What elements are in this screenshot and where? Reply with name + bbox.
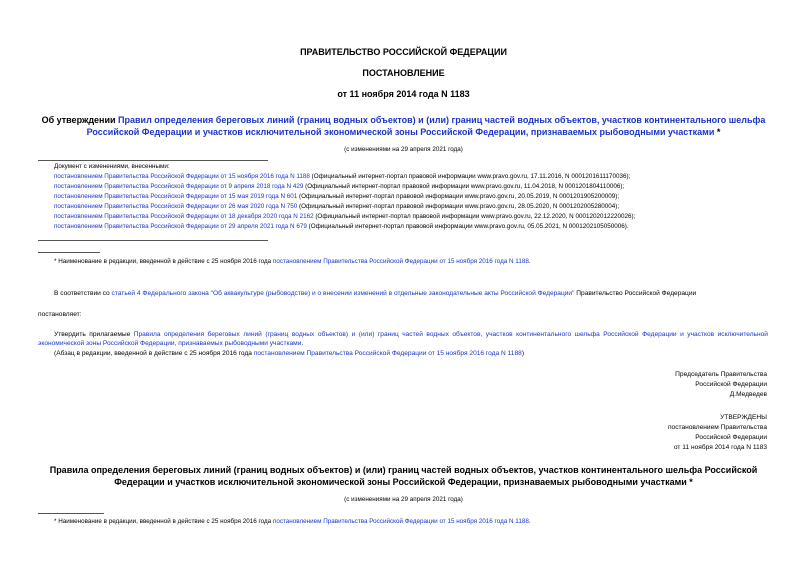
document-date-number: от 11 ноября 2014 года N 1183	[337, 89, 470, 99]
amendment-link[interactable]: постановлением Правительства Российской Федерации от 29 апреля 2021 года N 679	[54, 223, 307, 230]
footnote-suffix: .	[528, 258, 531, 265]
footnote-rule	[38, 252, 100, 253]
amendment-source: (Официальный интернет-портал правовой информации www.pravo.gov.ru, 17.11.2016, N 0001201611170036);	[309, 173, 631, 180]
amendment-link[interactable]: постановлением Правительства Российской Федерации от 18 декабря 2020 года N 2162	[54, 213, 314, 220]
amendment-item	[54, 192, 635, 202]
amendment-item	[54, 222, 635, 232]
amendments-block	[54, 162, 635, 232]
approved-date: от 11 ноября 2014 года N 1183	[673, 444, 767, 451]
document-title	[0, 114, 807, 138]
document-type: ПОСТАНОВЛЕНИЕ	[362, 68, 445, 78]
approved-by: постановлением Правительства	[667, 424, 767, 431]
paragraph-note-text: (Абзац в редакции, введенной в действие с 25 ноября 2016 года	[54, 350, 254, 357]
approve-suffix: .	[301, 340, 304, 347]
approved-heading: УТВЕРЖДЕНЫ	[720, 414, 767, 421]
approved-country: Российской Федерации	[695, 434, 767, 441]
amendment-source: (Официальный интернет-портал правовой информации www.pravo.gov.ru, 28.05.2020, N 0001202005280004);	[297, 203, 620, 210]
law-link[interactable]: статьей 4 Федерального закона "Об аквакультуре (рыбоводстве) и о внесении изменений в отдельные законодательные акты Российской Федерации"	[111, 290, 575, 297]
signature-name: Д.Медведев	[729, 391, 767, 398]
signature-country: Российской Федерации	[695, 381, 767, 388]
footnote-rule-2	[38, 513, 104, 514]
signature-position: Председатель Правительства	[675, 371, 767, 378]
divider-bottom	[38, 240, 268, 241]
footnote-2-text: * Наименование в редакции, введенной в действие с 25 ноября 2016 года	[54, 518, 273, 525]
amendment-link[interactable]: постановлением Правительства Российской Федерации от 15 мая 2019 года N 601	[54, 193, 298, 200]
footnote-link[interactable]: постановлением Правительства Российской Федерации от 15 ноября 2016 года N 1188	[272, 258, 529, 265]
amendment-source: (Официальный интернет-портал правовой информации www.pravo.gov.ru, 22.12.2020, N 0001202012220026);	[313, 213, 636, 220]
footnote-2-suffix: .	[528, 518, 531, 525]
amendment-link[interactable]: постановлением Правительства Российской Федерации от 26 мая 2020 года N 750	[54, 203, 298, 210]
signature-block	[675, 370, 767, 400]
title-prefix: Об утверждении	[41, 115, 119, 125]
paragraph-note	[54, 349, 524, 359]
approved-rules-link[interactable]: Правила определения береговых линий (границ водных объектов) и (или) границ частей водных объектов, участков континентального шельфа Российской Федерации и участков исключительной экономической зоны Российской Федерации, признаваемых рыбоводными участками	[38, 331, 768, 347]
amendment-link[interactable]: постановлением Правительства Российской Федерации от 15 ноября 2016 года N 1188	[54, 173, 310, 180]
amendment-item	[54, 182, 635, 192]
amendment-item	[54, 212, 635, 222]
amendment-source: (Официальный интернет-портал правовой информации www.pravo.gov.ru, 05.05.2021, N 0001202105050006).	[306, 223, 629, 230]
amendment-item	[54, 202, 635, 212]
footnote-2-link[interactable]: постановлением Правительства Российской Федерации от 15 ноября 2016 года N 1188	[272, 518, 529, 525]
divider-top	[38, 160, 268, 161]
decides-text: постановляет:	[38, 311, 82, 318]
preamble-suffix: Правительство Российской Федерации	[574, 290, 697, 297]
changes-note-2: (с изменениями на 29 апреля 2021 года)	[344, 496, 463, 503]
changes-note: (с изменениями на 29 апреля 2021 года)	[344, 146, 463, 153]
title-rules-link[interactable]: Правил определения береговых линий (границ водных объектов) и (или) границ частей водных объектов, участков континентального шельфа	[118, 115, 766, 125]
preamble-text: В соответствии со	[54, 290, 112, 297]
amendment-source: (Официальный интернет-портал правовой информации www.pravo.gov.ru, 20.05.2019, N 0001201905200009);	[297, 193, 620, 200]
paragraph-note-link[interactable]: постановлением Правительства Российской Федерации от 15 ноября 2016 года N 1188	[253, 350, 522, 357]
amendment-link[interactable]: постановлением Правительства Российской Федерации от 9 апреля 2018 года N 429	[54, 183, 304, 190]
rules-title	[0, 464, 807, 488]
title-rules-link-cont[interactable]: Российской Федерации и участков исключительной экономической зоны Российской Федерации, признаваемых рыбоводными участками	[86, 127, 715, 137]
footnote-text: * Наименование в редакции, введенной в действие с 25 ноября 2016 года	[54, 258, 273, 265]
amendment-item	[54, 172, 635, 182]
approve-paragraph	[38, 330, 768, 348]
rules-title-line2: Федерации и участков исключительной экономической зоны Российской Федерации, признаваемых рыбоводными участками *	[114, 477, 693, 487]
paragraph-note-suffix: )	[521, 350, 525, 357]
amendments-heading: Документ с изменениями, внесенными:	[54, 163, 170, 170]
amendment-source: (Официальный интернет-портал правовой информации www.pravo.gov.ru, 11.04.2018, N 0001201804110006);	[303, 183, 625, 190]
rules-title-line1: Правила определения береговых линий (границ водных объектов) и (или) границ частей водных объектов, участков континентального шельфа Российской	[49, 465, 758, 475]
title-suffix: *	[714, 127, 721, 137]
approved-block	[668, 413, 767, 453]
preamble	[54, 289, 696, 299]
footnote-2	[54, 517, 531, 527]
approve-text: Утвердить прилагаемые	[54, 331, 134, 338]
government-name: ПРАВИТЕЛЬСТВО РОССИЙСКОЙ ФЕДЕРАЦИИ	[300, 47, 507, 57]
footnote	[54, 257, 531, 267]
